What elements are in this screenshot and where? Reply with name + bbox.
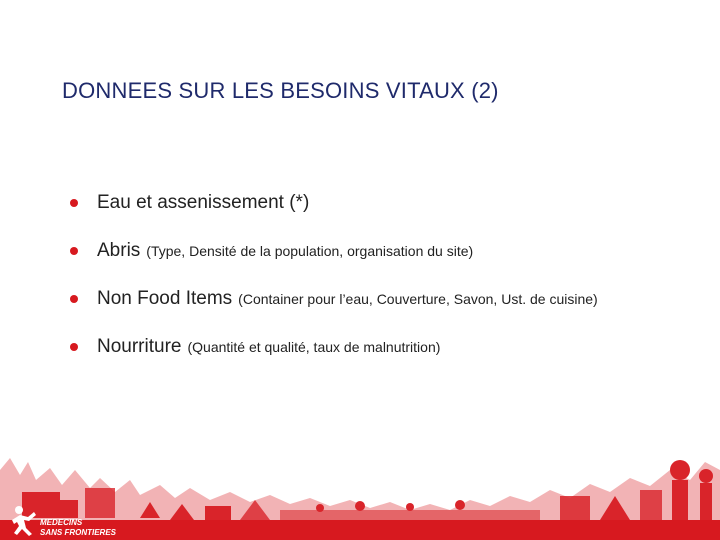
bullet-detail-text: (Type, Densité de la population, organisation du site) bbox=[146, 243, 474, 259]
bullet-item bbox=[70, 240, 710, 288]
bullet-dot bbox=[70, 295, 78, 303]
bullet-dot bbox=[70, 199, 78, 207]
bullet-item bbox=[70, 336, 710, 384]
slide-title: DONNEES SUR LES BESOINS VITAUX (2) bbox=[62, 78, 499, 103]
running-man-icon bbox=[12, 506, 36, 536]
bullet-main-text: Eau et assenissement (*) bbox=[97, 192, 310, 213]
msf-logo bbox=[6, 498, 126, 540]
bullet-detail-text: (Quantité et qualité, taux de malnutrition) bbox=[187, 339, 441, 355]
logo-line1: MEDECINS bbox=[40, 518, 83, 527]
bullet-detail-text: (Container pour l’eau, Couverture, Savon, Ust. de cuisine) bbox=[238, 291, 598, 307]
logo-line2: SANS FRONTIERES bbox=[40, 528, 117, 537]
bullet-main-text: Abris bbox=[97, 240, 141, 261]
bullet-dot bbox=[70, 343, 78, 351]
bullet-list bbox=[70, 192, 710, 384]
bullet-main-text: Nourriture bbox=[97, 336, 182, 357]
bullet-item bbox=[70, 288, 710, 336]
bullet-item bbox=[70, 192, 710, 240]
bullet-dot bbox=[70, 247, 78, 255]
bullet-main-text: Non Food Items bbox=[97, 288, 233, 309]
